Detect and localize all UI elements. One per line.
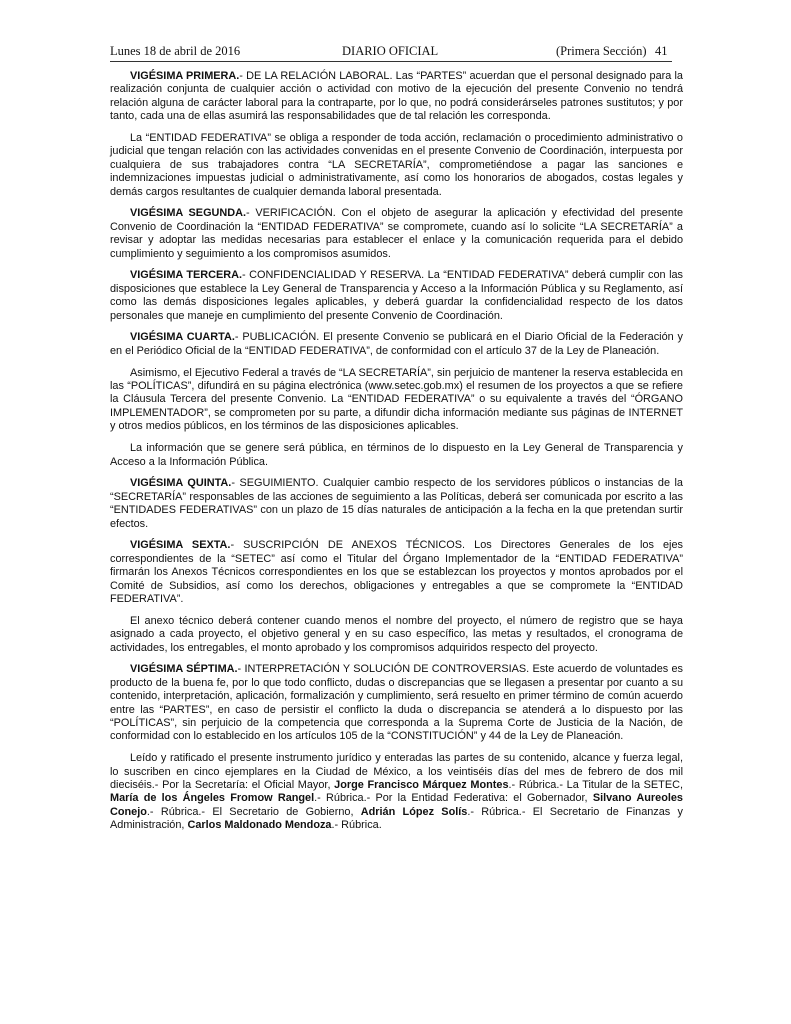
clause-text: - VERIFICACIÓN. Con el objeto de asegurar la aplicación y efectividad del presente Convenio de Coordinación la “ENTIDAD FEDERATIVA” se compromete, cuando así lo solicite “LA SECRETARÍA” a revisar y adoptar las medidas necesarias para establecer el enlace y la comunicación requerida para el debido cumplimiento y seguimiento a los compromisos asumidos. [110, 207, 683, 260]
clause-heading: VIGÉSIMA TERCERA. [130, 269, 243, 282]
paragraph: La “ENTIDAD FEDERATIVA” se obliga a responder de toda acción, reclamación o procedimiento administrativo o judicial que tengan relación con las actividades convenidas en el presente Convenio de Coordinación, interpuesta por cualquiera de sus trabajadores contra “LA SECRETARÍA”, comprometiéndose a pagar las sanciones e indemnizaciones impuestas judicial o administrativamente, así como los honorarios de abogados, costas legales y demás cargos resultantes de cualquier demanda laboral presentada. [110, 132, 683, 198]
header-divider [110, 61, 672, 62]
clause-heading: VIGÉSIMA SEXTA. [130, 539, 231, 552]
header-date: Lunes 18 de abril de 2016 [110, 44, 241, 58]
paragraph: Asimismo, el Ejecutivo Federal a través de “LA SECRETARÍA”, sin perjuicio de mantener la reserva establecida en las “POLÍTICAS”, difundirá en su página electrónica (www.setec.gob.mx) el resumen de los proyectos a que se refiere la Cláusula Tercera del presente Convenio. La “ENTIDAD FEDERATIVA” o su equivalente a través del “ÓRGANO IMPLEMENTADOR”, se comprometen por su parte, a difundir dicha información mediante sus páginas de INTERNET y otros medios públicos, en los términos de las disposiciones aplicables. [110, 366, 683, 433]
clause-heading: VIGÉSIMA PRIMERA. [130, 70, 240, 82]
closing-paragraph [110, 752, 683, 832]
closing-text: .- Rúbrica. [331, 819, 382, 832]
clause-text: - DE LA RELACIÓN LABORAL. Las “PARTES” acuerdan que el personal designado para la realización conjunta de cualquier acción o actividad con motivo de la ejecución del presente Convenio no tendrá relación alguna de carácter laboral para la contraparte, por lo que, no podrá considerárseles patrones sustitutos; y por tanto, cada una de ellas asumirá las responsabilidades que de tal relación les corresponda. [110, 70, 683, 123]
paragraph: El anexo técnico deberá contener cuando menos el nombre del proyecto, el número de registro que se haya asignado a cada proyecto, el objetivo general y en su caso específico, las metas y resultados, el cronograma de actividades, los entregables, el monto aprobado y los compromisos adquiridos respecto del proyecto. [110, 614, 683, 654]
clause-paragraph [110, 663, 683, 743]
clause-heading: VIGÉSIMA SÉPTIMA. [130, 663, 238, 676]
page-header [110, 44, 672, 62]
clause-paragraph [110, 207, 683, 261]
closing-text: .- Rúbrica.- El Secretario de Gobierno, [146, 805, 361, 818]
signatory-name: Jorge Francisco Márquez Montes [334, 778, 509, 791]
clause-text: - SUSCRIPCIÓN DE ANEXOS TÉCNICOS. Los Directores Generales de los ejes correspondientes de la “SETEC” así como el Titular del Órgano Implementador de la “ENTIDAD FEDERATIVA” firmarán los Anexos Técnicos correspondientes en los que se establezcan los proyectos y montos aprobados por el Comité de Subsidios, así como los derechos, obligaciones y entregables a que se compromete la “ENTIDAD FEDERATIVA”. [110, 539, 683, 605]
closing-text: .- Rúbrica.- Por la Entidad Federativa: el Gobernador, [314, 792, 593, 805]
clause-text: - PUBLICACIÓN. El presente Convenio se publicará en el Diario Oficial de la Federación y en el Periódico Oficial de la “ENTIDAD FEDERATIVA”, de conformidad con el artículo 37 de la Ley de Planeación. [110, 331, 683, 357]
header-page-number: 41 [655, 44, 668, 58]
clause-paragraph [110, 477, 683, 531]
clause-text: - SEGUIMIENTO. Cualquier cambio respecto de los servidores públicos o instancias de la “SECRETARÍA” responsables de las acciones de seguimiento a las Políticas, deberá ser comunicada por escrito a las “ENTIDADES FEDERATIVAS” con un plazo de 15 días naturales de anticipación a la fecha en la que pretendan surtir efectos. [110, 477, 683, 530]
document-body [110, 70, 683, 833]
header-publication-title: DIARIO OFICIAL [342, 44, 439, 58]
clause-text: - INTERPRETACIÓN Y SOLUCIÓN DE CONTROVERSIAS. Este acuerdo de voluntades es producto de la buena fe, por lo que todo conflicto, dudas o discrepancias que se llegasen a presentar por cuanto a su contenido, interpretación, aplicación, formalización y cumplimiento, será resuelto en primer término de común acuerdo entre las “PARTES”, en caso de persistir el conflicto la duda o discrepancia se atenderá a lo dispuesto por las “POLÍTICAS”, sin perjuicio de la competencia que corresponda a la Suprema Corte de Justicia de la Nación, de conformidad con lo establecido en los artículos 105 de la “CONSTITUCIÓN” y 44 de la Ley de Planeación. [110, 663, 683, 743]
clause-heading: VIGÉSIMA CUARTA. [130, 331, 235, 344]
clause-paragraph [110, 331, 683, 358]
header-section: (Primera Sección) [556, 44, 647, 58]
signatory-name: Carlos Maldonado Mendoza [187, 819, 332, 832]
clause-paragraph [110, 269, 683, 323]
clause-paragraph [110, 539, 683, 606]
closing-text: .- Rúbrica.- La Titular de la SETEC, [508, 778, 683, 791]
closing-text: Leído y ratificado el presente instrumento jurídico y enteradas las partes de su contenido, alcance y fuerza legal, lo suscriben en cinco ejemplares en la Ciudad de México, a los veintiséis días del mes de febrero de dos mil dieciséis.- Por la Secretaría: el Oficial Mayor, [110, 752, 683, 791]
paragraph: La información que se genere será pública, en términos de lo dispuesto en la Ley General de Transparencia y Acceso a la Información Pública. [110, 442, 683, 468]
closing-text: .- Rúbrica.- El Secretario de Finanzas y Administración, [110, 805, 683, 832]
clause-paragraph [110, 70, 683, 124]
clause-heading: VIGÉSIMA QUINTA. [130, 477, 232, 490]
clause-text: - CONFIDENCIALIDAD Y RESERVA. La “ENTIDAD FEDERATIVA” deberá cumplir con las disposiciones que establece la Ley General de Transparencia y Acceso a la Información Pública y su Reglamento, así como las demás disposiciones legales aplicables, y deberá guardar la confidencialidad respecto de los datos personales que maneje en cumplimiento del presente Convenio de Coordinación. [110, 269, 683, 322]
signatory-name: Adrián López Solís [360, 805, 468, 818]
signatory-name: María de los Ángeles Fromow Rangel [110, 792, 315, 805]
signatory-name: Silvano Aureoles Conejo [110, 792, 683, 818]
clause-heading: VIGÉSIMA SEGUNDA. [130, 207, 247, 220]
